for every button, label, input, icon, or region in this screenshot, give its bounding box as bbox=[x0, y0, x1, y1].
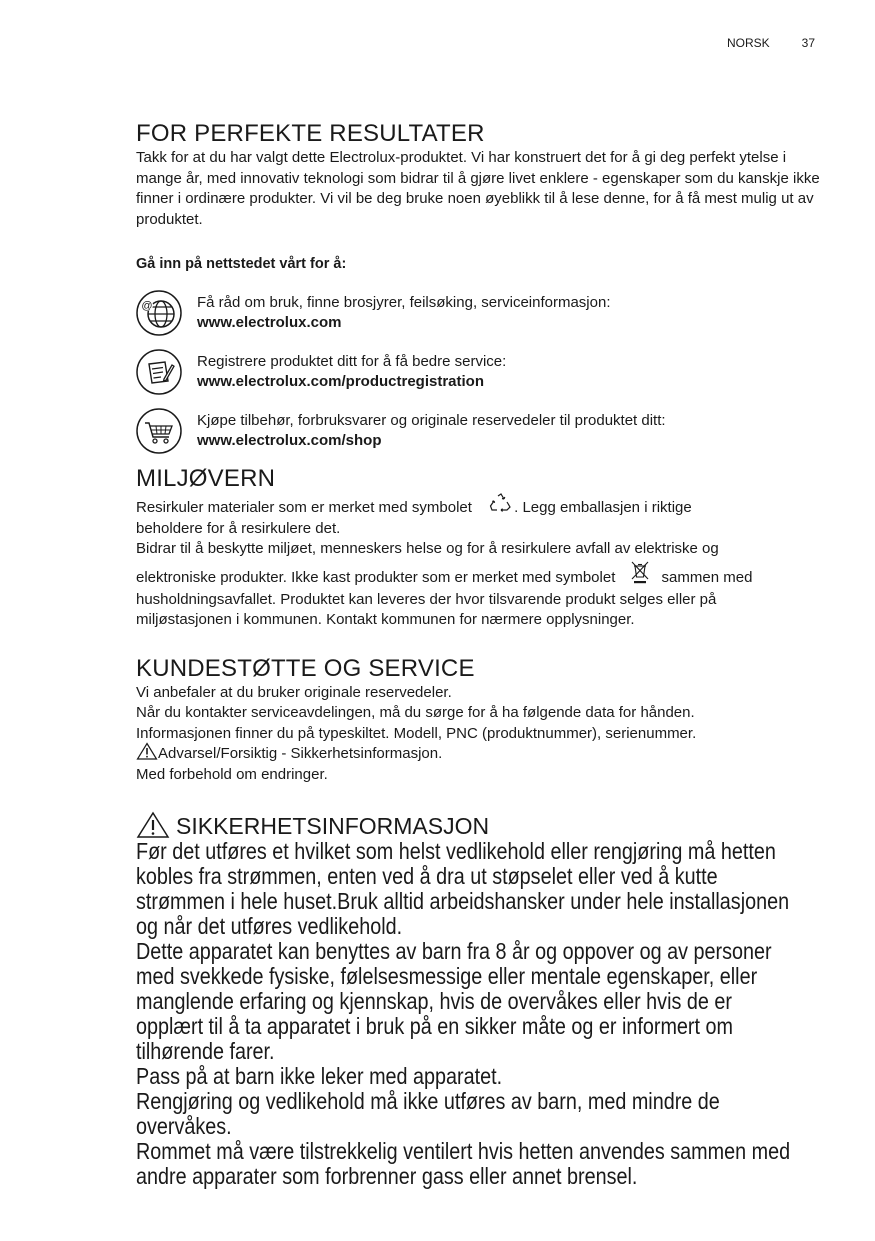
environment-line5: husholdningsavfallet. Produktet kan leveres der hvor tilsvarende produkt selges eller på bbox=[136, 590, 717, 608]
safety-line: andre apparater som forbrenner gass eller annet brensel. bbox=[136, 1163, 638, 1189]
link-url-registration[interactable]: www.electrolux.com/productregistration bbox=[197, 372, 484, 390]
link-text-shop: Kjøpe tilbehør, forbruksvarer og originale reservedeler til produktet ditt: bbox=[197, 411, 666, 429]
safety-line: overvåkes. bbox=[136, 1113, 232, 1139]
safety-line: opplært til å ta apparatet i bruk på en sikker måte og er informert om bbox=[136, 1013, 733, 1039]
support-line1: Vi anbefaler at du bruker originale reservedeler. bbox=[136, 683, 452, 701]
safety-line: Rommet må være tilstrekkelig ventilert hvis hetten anvendes sammen med bbox=[136, 1138, 791, 1164]
safety-line: kobles fra strømmen, enten ved å dra ut støpselet eller ved å kutte bbox=[136, 863, 718, 889]
safety-warning-icon bbox=[136, 811, 170, 839]
registration-icon bbox=[135, 348, 183, 396]
safety-line: Før det utføres et hvilket som helst vedlikehold eller rengjøring må hetten bbox=[136, 838, 776, 864]
safety-line: Dette apparatet kan benyttes av barn fra 8 år og oppover og av personer bbox=[136, 938, 772, 964]
shopping-cart-icon bbox=[135, 407, 183, 455]
link-text-registration: Registrere produktet ditt for å få bedre service: bbox=[197, 352, 507, 370]
safety-line: manglende erfaring og kjennskap, hvis de overvåkes eller hvis de er bbox=[136, 988, 732, 1014]
environment-section bbox=[136, 465, 820, 631]
weee-bin-icon bbox=[630, 560, 650, 584]
link-url-shop[interactable]: www.electrolux.com/shop bbox=[197, 431, 382, 449]
environment-line2: beholdere for å resirkulere det. bbox=[136, 519, 341, 537]
support-warning-text: Advarsel/Forsiktig - Sikkerhetsinformasjon. bbox=[158, 745, 443, 762]
safety-section bbox=[136, 811, 820, 1189]
website-links bbox=[136, 289, 820, 455]
intro-title: FOR PERFEKTE RESULTATER bbox=[136, 120, 485, 147]
link-text-advice: Få råd om bruk, finne brosjyrer, feilsøking, serviceinformasjon: bbox=[197, 293, 611, 311]
page-content bbox=[136, 120, 820, 1189]
globe-icon bbox=[135, 289, 183, 337]
safety-line: strømmen i hele huset.Bruk alltid arbeidshansker under hele installasjonen bbox=[136, 888, 790, 914]
environment-line6: miljøstasjonen i kommunen. Kontakt kommunen for nærmere opplysninger. bbox=[136, 611, 635, 628]
support-section bbox=[136, 655, 820, 786]
environment-title: MILJØVERN bbox=[136, 464, 276, 492]
link-row-advice bbox=[136, 289, 820, 337]
recycle-icon bbox=[488, 493, 514, 515]
support-line5: Med forbehold om endringer. bbox=[136, 765, 328, 783]
safety-title: SIKKERHETSINFORMASJON bbox=[176, 813, 490, 839]
environment-line1-b: . Legg emballasjen i riktige bbox=[514, 498, 692, 516]
link-row-registration bbox=[136, 348, 820, 396]
safety-title-row bbox=[136, 811, 820, 839]
safety-line: med svekkede fysiske, følelsesmessige eller mentale egenskaper, eller bbox=[136, 963, 758, 989]
support-title: KUNDESTØTTE OG SERVICE bbox=[136, 654, 475, 682]
website-heading: Gå inn på nettstedet vårt for å: bbox=[136, 256, 347, 272]
svg-text:@: @ bbox=[141, 299, 153, 312]
link-url-electrolux[interactable]: www.electrolux.com bbox=[197, 313, 342, 331]
safety-line: Rengjøring og vedlikehold må ikke utføres av barn, med mindre de bbox=[136, 1088, 720, 1114]
intro-body: Takk for at du har valgt dette Electrolux-produktet. Vi har konstruert det for å gi deg perfekt ytelse i mange år, med innovativ teknologi som bidrar til å gjøre livet enklere - egenskaper som du kanskje ikke finner i ordinære produkter. Vi vil be deg bruke noen øyeblikk til å lese denne, for å få mest mulig ut av produktet. bbox=[136, 149, 820, 228]
safety-line: tilhørende farer. bbox=[136, 1038, 275, 1064]
safety-body bbox=[136, 839, 820, 1189]
environment-line3: Bidrar til å beskytte miljøet, menneskers helse og for å resirkulere avfall av elektriske og bbox=[136, 540, 719, 557]
support-line2: Når du kontakter serviceavdelingen, må du sørge for å ha følgende data for hånden. bbox=[136, 704, 695, 721]
page-header bbox=[727, 36, 815, 50]
environment-line4-b: sammen med bbox=[661, 568, 753, 586]
warning-icon bbox=[136, 742, 158, 760]
environment-line1-a: Resirkuler materialer som er merket med symbolet bbox=[136, 498, 472, 516]
support-line3: Informasjonen finner du på typeskiltet. Modell, PNC (produktnummer), serienummer. bbox=[136, 724, 697, 742]
link-row-shop bbox=[136, 407, 820, 455]
environment-line4-a: elektroniske produkter. Ikke kast produkter som er merket med symbolet bbox=[136, 568, 616, 586]
safety-line: og når det utføres vedlikehold. bbox=[136, 913, 403, 939]
language-label: NORSK bbox=[726, 36, 770, 50]
page-number: 37 bbox=[801, 36, 815, 50]
safety-line: Pass på at barn ikke leker med apparatet. bbox=[136, 1063, 503, 1089]
